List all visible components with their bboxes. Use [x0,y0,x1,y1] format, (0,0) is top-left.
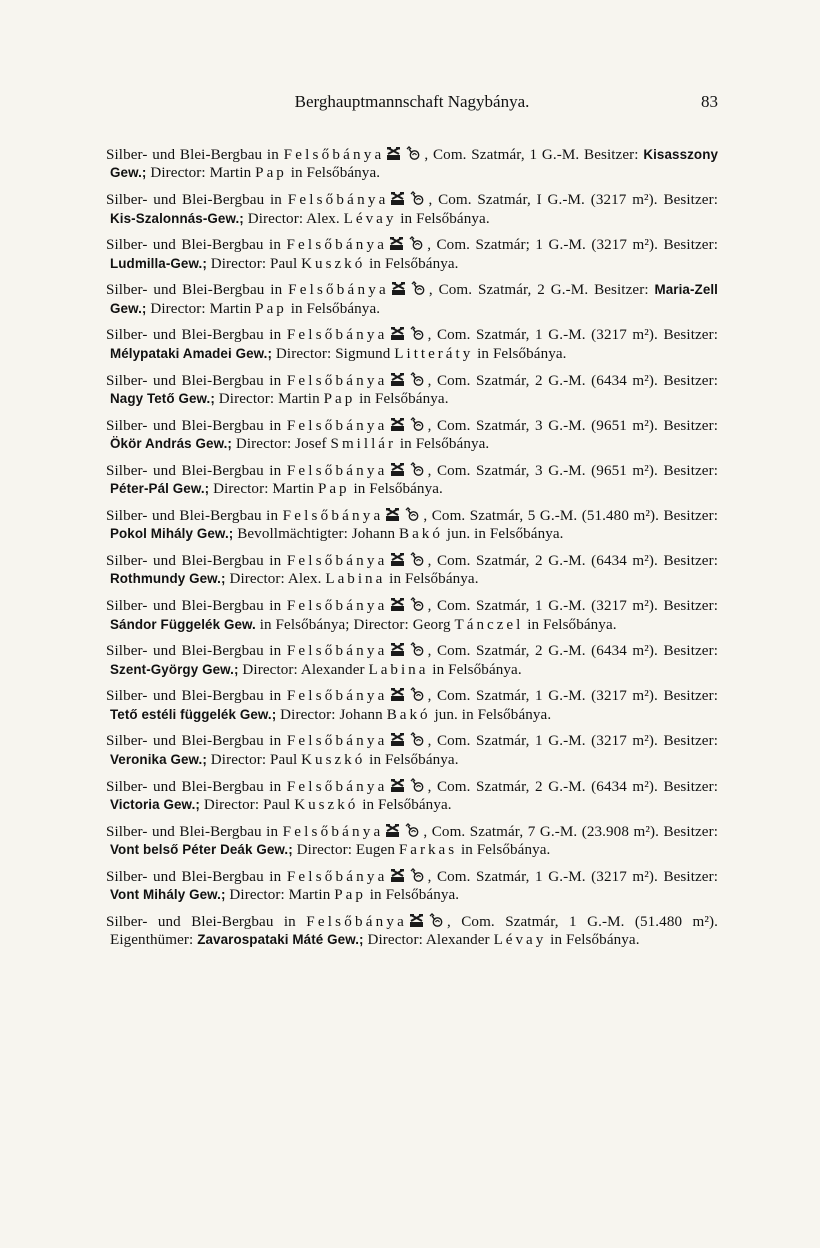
ore-symbol-icon [409,642,426,657]
mine-symbol-icon [390,462,405,477]
person-first-name: Paul [270,751,298,768]
person-surname: Lévay [343,210,397,227]
owner-label: Besitzer: [584,147,639,163]
mining-type: Silber- und Blei-Bergbau in [106,327,282,344]
mining-type: Silber- und Blei-Bergbau in [106,372,282,389]
mine-symbol-icon [390,372,405,387]
mine-symbol-icon [390,687,405,702]
mining-entry [106,552,718,589]
person-first-name: Paul [263,796,291,813]
owner-label: Eigenthümer: [110,932,194,949]
company-name: Tető estéli függelék Gew.; [110,706,277,722]
ore-symbol-icon [409,597,426,612]
place-name: Felsőbánya [286,733,388,750]
person-surname: Smillár [330,436,396,453]
person-surname: Kuszkó [301,255,366,272]
role-label: Director: [150,300,206,317]
person-first-name: Johann [339,706,383,723]
mine-symbol-icon [391,281,406,296]
person-first-name: Alexander [425,932,490,949]
mining-entry [106,732,718,769]
owner-label: Besitzer: [663,327,719,344]
county-and-area: , Com. Szatmár; 1 G.-M. (3217 m²). [427,237,658,254]
person-surname: Tánczel [454,616,524,633]
company-name: Mélypataki Amadei Gew.; [110,345,273,361]
person-surname: Pap [334,887,366,904]
company-name: Veronika Gew.; [110,751,207,767]
person-surname: Labina [325,571,386,588]
ore-symbol-icon [404,823,421,838]
mining-type: Silber- und Blei-Bergbau in [106,913,296,930]
person-first-name: Alex. [306,210,340,227]
mine-symbol-icon [390,642,405,657]
person-first-name: Georg [412,616,451,633]
county-and-area: , Com. Szatmár, 1 G.-M. (3217 m²). [427,868,658,885]
ore-symbol-icon [409,417,426,432]
entry-tail: in Felsőbánya. [527,616,617,633]
person-first-name: Eugen [355,842,395,859]
company-name: Vont belső Péter Deák Gew.; [110,842,293,858]
role-label: Director: [229,571,285,588]
company-name: Ökör András Gew.; [110,436,232,452]
person-surname: Pap [317,481,350,498]
person-first-name: Alexander [300,661,365,678]
person-first-name: Paul [270,255,298,272]
ore-symbol-icon [410,281,427,296]
company-name: Kis-Szalonnás-Gew.; [110,210,244,226]
role-label: Director: [229,887,285,904]
place-name: Felsőbánya [286,237,388,254]
ore-symbol-icon [409,687,426,702]
mine-symbol-icon [409,913,424,928]
owner-label: Besitzer: [663,868,719,885]
place-name: Felsőbánya [286,598,388,615]
entry-tail: in Felsőbánya. [359,390,449,407]
owner-label: Besitzer: [663,643,719,660]
mine-symbol-icon [390,597,405,612]
ore-symbol-icon [405,146,422,161]
mining-type: Silber- und Blei-Bergbau in [106,868,282,885]
owner-label: Besitzer: [663,778,719,795]
company-name: Zavarospataki Máté Gew.; [197,932,364,948]
mining-type: Silber- und Blei-Bergbau in [106,462,282,479]
entry-tail: in Felsőbánya. [432,661,522,678]
owner-label: Besitzer: [663,823,719,840]
entry-tail: jun. in Felsőbánya. [446,526,564,543]
mining-type: Silber- und Blei-Bergbau in [106,192,282,209]
place-name: Felsőbánya [286,688,388,705]
owner-label: Besitzer: [594,282,649,299]
ore-symbol-icon [409,732,426,747]
place-name: Felsőbánya [283,147,385,163]
person-surname: Litteráty [394,345,474,362]
mine-symbol-icon [389,236,404,251]
person-surname: Farkas [398,842,458,859]
mine-symbol-icon [390,326,405,341]
mining-entry [106,146,718,183]
person-surname: Bakó [386,706,431,723]
county-and-area: , Com. Szatmár, 7 G.-M. (23.908 m²). [423,823,659,840]
county-and-area: , Com. Szatmár, 2 G.-M. (6434 m²). [427,372,658,389]
running-title: Berghauptmannschaft Nagybánya. [294,92,530,111]
entry-tail: in Felsőbánya. [460,842,551,859]
person-first-name: Johann [351,526,396,543]
mine-symbol-icon [390,417,405,432]
owner-label: Besitzer: [663,733,719,750]
person-surname: Kuszkó [301,751,366,768]
mining-entry [106,326,718,363]
place-name: Felsőbánya [286,462,388,479]
place-name: Felsőbánya [287,192,389,209]
role-label: Director: [218,390,275,407]
ore-symbol-icon [409,191,426,206]
role-label: Director: [367,932,423,949]
county-and-area: , Com. Szatmár, 3 G.-M. (9651 m²). [427,417,658,434]
mining-type: Silber- und Blei-Bergbau in [106,147,279,163]
person-first-name: Martin [278,390,320,407]
mine-symbol-icon [385,507,400,522]
mining-entry [106,823,718,860]
person-surname: Pap [255,300,287,317]
county-and-area: , Com. Szatmár, 1 G.-M. (3217 m²). [427,598,658,615]
entry-tail: in Felsőbánya. [369,255,459,272]
mining-type: Silber- und Blei-Bergbau in [106,417,282,434]
ore-symbol-icon [409,868,426,883]
person-surname: Lévay [493,932,547,949]
person-first-name: Martin [288,887,331,904]
company-name: Maria-Zell Gew.; [110,282,719,316]
page-header [106,92,718,116]
ore-symbol-icon [404,507,421,522]
mine-symbol-icon [390,778,405,793]
role-label: Director: [210,751,267,768]
role-label: Director: [296,842,353,859]
ore-symbol-icon [428,913,445,928]
place-name: Felsőbánya [282,507,384,524]
ore-symbol-icon [409,326,426,341]
entry-tail: in Felsőbánya. [550,932,640,949]
entry-tail: in Felsőbánya. [369,751,459,768]
mining-entry [106,372,718,409]
county-and-area: , Com. Szatmár, 5 G.-M. (51.480 m²). [423,507,659,524]
county-and-area: , Com. Szatmár, 2 G.-M. (6434 m²). [427,778,658,795]
person-first-name: Martin [209,165,252,182]
ore-symbol-icon [409,778,426,793]
mining-entry [106,778,718,815]
county-and-area: , Com. Szatmár, 1 G.-M. (51.480 m²). [446,913,718,930]
person-first-name: Martin [209,300,252,317]
entry-tail: in Felsőbánya. [399,436,490,453]
mining-entry [106,913,718,950]
county-and-area: , Com. Szatmár, I G.-M. (3217 m²). [428,192,658,209]
mine-symbol-icon [390,191,405,206]
page-number: 83 [701,92,718,111]
county-and-area: , Com. Szatmár, 3 G.-M. (9651 m²). [427,462,658,479]
entry-tail: in Felsőbánya. [400,210,490,227]
mining-type: Silber- und Blei-Bergbau in [106,282,283,299]
role-label: Director: [242,661,298,678]
county-and-area: , Com. Szatmár, 1 G.-M. (3217 m²). [427,733,658,750]
mining-entry [106,507,718,544]
mine-symbol-icon [390,732,405,747]
county-and-area: , Com. Szatmár, 1 G.-M. (3217 m²). [427,327,658,344]
owner-label: Besitzer: [663,237,719,254]
place-name: Felsőbánya [286,372,388,389]
person-surname: Bakó [399,526,443,543]
place-name: Felsőbánya [286,327,388,344]
entry-tail: in Felsőbánya. [353,481,443,498]
mining-type: Silber- und Blei-Bergbau in [106,643,282,660]
ore-symbol-icon [408,236,425,251]
role-label: Bevollmächtigter: [237,526,348,543]
entry-tail: in Felsőbánya. [389,571,479,588]
owner-label: Besitzer: [663,462,719,479]
county-and-area: , Com. Szatmár, 1 G.-M. [424,147,580,163]
owner-label: Besitzer: [663,372,719,389]
mining-entry [106,687,718,724]
company-name: Pokol Mihály Gew.; [110,526,234,542]
mining-type: Silber- und Blei-Bergbau in [106,778,282,795]
role-label: Director: [150,165,206,182]
entry-tail: in Felsőbánya. [290,165,381,182]
ore-symbol-icon [409,462,426,477]
person-first-name: Martin [272,481,315,498]
mining-type: Silber- und Blei-Bergbau in [106,598,282,615]
company-name: Szent-György Gew.; [110,661,239,677]
mining-type: Silber- und Blei-Bergbau in [106,237,281,254]
company-name: Rothmundy Gew.; [110,571,226,587]
owner-label: Besitzer: [663,598,719,615]
person-surname: Pap [323,390,356,407]
county-and-area: , Com. Szatmár, 2 G.-M. (6434 m²). [427,643,658,660]
entry-tail: in Felsőbánya. [290,300,381,317]
mine-symbol-icon [390,552,405,567]
person-surname: Pap [255,165,287,182]
mine-symbol-icon [385,823,400,838]
mining-type: Silber- und Blei-Bergbau in [106,823,279,840]
place-name: Felsőbánya [286,868,388,885]
place-name: Felsőbánya [288,282,389,299]
company-name: Sándor Függelék Gew. [110,616,256,632]
entry-tail: jun. in Felsőbánya. [434,706,552,723]
entry-tail: in Felsőbánya. [362,796,452,813]
role-label: in Felsőbánya; Director: [259,616,409,633]
county-and-area: , Com. Szatmár, 2 G.-M. (6434 m²). [427,552,658,569]
entry-tail: in Felsőbánya. [477,345,567,362]
company-name: Vont Mihály Gew.; [110,887,226,903]
mining-entry [106,597,718,634]
county-and-area: , Com. Szatmár, 1 G.-M. (3217 m²). [427,688,658,705]
place-name: Felsőbánya [286,643,388,660]
mine-symbol-icon [386,146,401,161]
mining-entry [106,236,718,273]
role-label: Director: [210,255,267,272]
company-name: Victoria Gew.; [110,796,200,812]
role-label: Director: [275,345,332,362]
mining-type: Silber- und Blei-Bergbau in [106,733,282,750]
ore-symbol-icon [409,372,426,387]
ore-symbol-icon [409,552,426,567]
person-first-name: Josef [295,436,327,453]
entry-list [106,146,718,958]
place-name: Felsőbánya [286,417,388,434]
mining-type: Silber- und Blei-Bergbau in [106,552,282,569]
company-name: Ludmilla-Gew.; [110,255,207,271]
role-label: Director: [213,481,269,498]
person-first-name: Alex. [287,571,322,588]
role-label: Director: [235,436,292,453]
role-label: Director: [280,706,336,723]
entry-tail: in Felsőbánya. [369,887,460,904]
place-name: Felsőbánya [286,552,388,569]
place-name: Felsőbánya [286,778,388,795]
company-name: Nagy Tető Gew.; [110,390,215,406]
mining-entry [106,868,718,905]
mining-entry [106,191,718,228]
mining-entry [106,462,718,499]
person-first-name: Sigmund [335,345,391,362]
place-name: Felsőbánya [282,823,384,840]
mine-symbol-icon [390,868,405,883]
owner-label: Besitzer: [663,552,719,569]
owner-label: Besitzer: [663,192,718,209]
person-surname: Labina [368,661,429,678]
role-label: Director: [247,210,304,227]
owner-label: Besitzer: [663,507,719,524]
person-surname: Kuszkó [294,796,359,813]
owner-label: Besitzer: [663,417,719,434]
place-name: Felsőbánya [306,913,407,930]
mining-type: Silber- und Blei-Bergbau in [106,688,282,705]
company-name: Kisasszony Gew.; [110,147,719,181]
role-label: Director: [203,796,260,813]
mining-entry [106,642,718,679]
mining-entry [106,281,718,318]
owner-label: Besitzer: [663,688,719,705]
mining-type: Silber- und Blei-Bergbau in [106,507,279,524]
county-and-area: , Com. Szatmár, 2 G.-M. [428,282,589,299]
company-name: Péter-Pál Gew.; [110,481,210,497]
mining-entry [106,417,718,454]
